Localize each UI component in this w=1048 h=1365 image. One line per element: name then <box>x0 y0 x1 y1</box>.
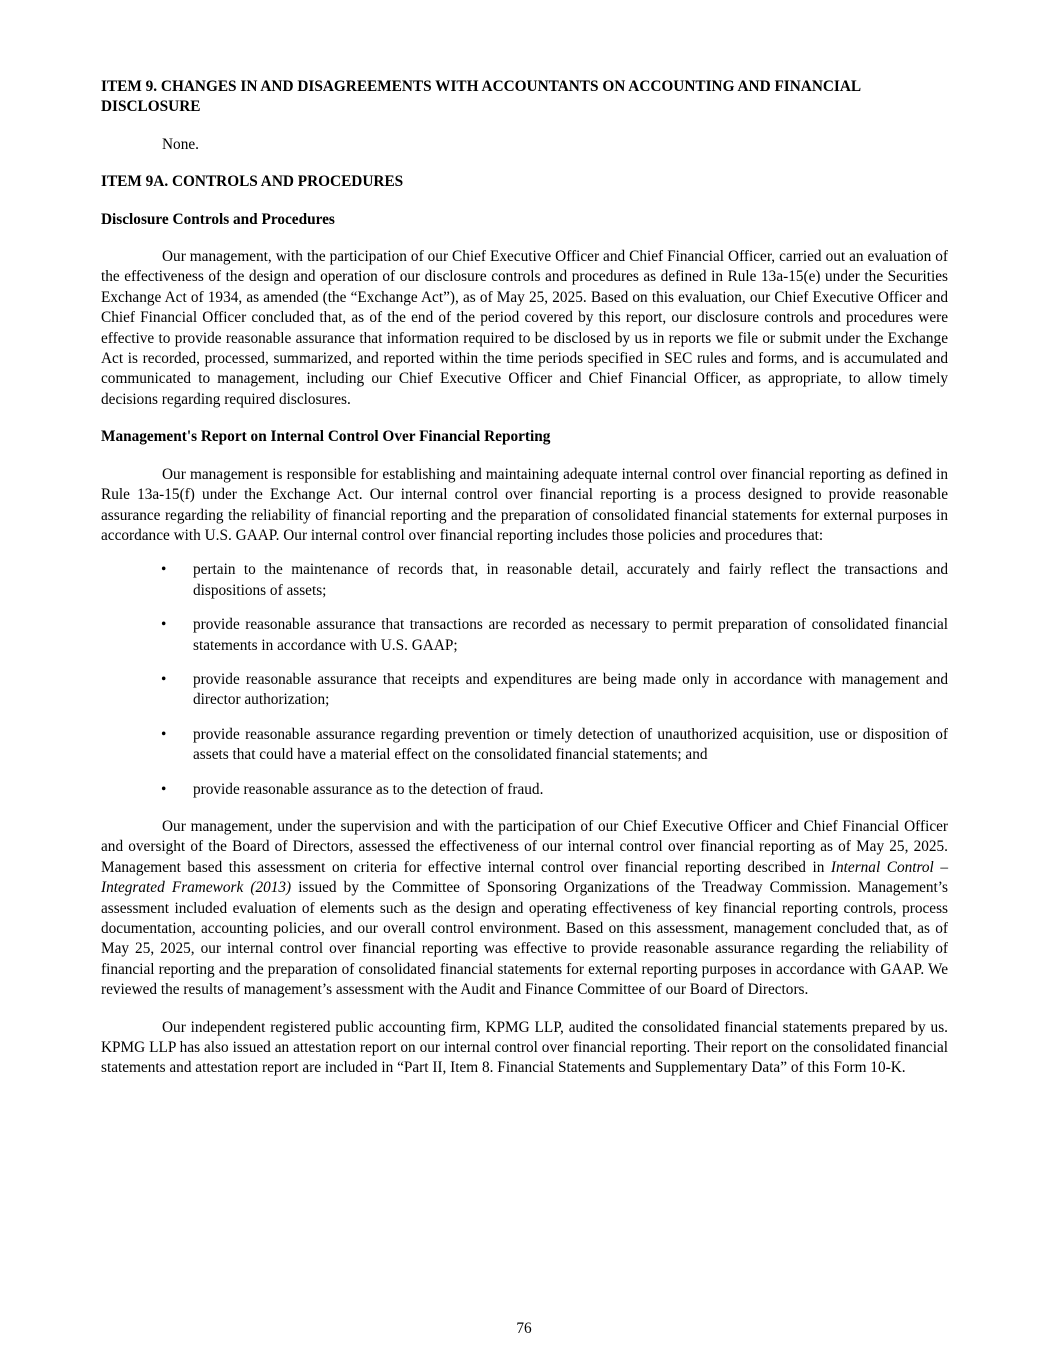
list-item <box>101 615 948 656</box>
icfr-heading: Management's Report on Internal Control Over Financial Reporting <box>101 428 551 446</box>
icfr-assessment-paragraph <box>101 817 948 1001</box>
bullet-icon: • <box>161 561 167 579</box>
bullet-icon: • <box>161 725 167 743</box>
list-item <box>101 670 948 711</box>
page-number: 76 <box>516 1320 532 1337</box>
item9-heading: ITEM 9. CHANGES IN AND DISAGREEMENTS WITH ACCOUNTANTS ON ACCOUNTING AND FINANCIAL DISCLOSURE <box>101 78 861 116</box>
bullet-icon: • <box>161 780 167 798</box>
document-page <box>101 77 948 1079</box>
disclosure-controls-heading: Disclosure Controls and Procedures <box>101 210 335 228</box>
item9a-heading: ITEM 9A. CONTROLS AND PROCEDURES <box>101 173 404 191</box>
bullet-icon: • <box>161 670 167 688</box>
list-item-text: provide reasonable assurance that receipts and expenditures are being made only in accordance with management and director authorization; <box>193 670 948 709</box>
framework-title: Internal Control – Integrated Framework (2013) <box>101 858 948 897</box>
list-item <box>101 780 948 800</box>
bullet-icon: • <box>161 616 167 634</box>
assessment-text-part1: Our management, under the supervision and with the participation of our Chief Executive Officer and Chief Financial Officer and oversight of the Board of Directors, assessed the effectiveness of our internal control over financial reporting as of May 25, 2025. Management based this assessment on criteria for effective internal control over financial reporting described in <box>101 817 948 876</box>
disclosure-controls-paragraph: Our management, with the participation of our Chief Executive Officer and Chief Financial Officer, carried out an evaluation of the effectiveness of the design and operation of our disclosure controls and procedures as defined in Rule 13a-15(e) under the Securities Exchange Act of 1934, as amended (the “Exchange Act”), as of May 25, 2025. Based on this evaluation, our Chief Executive Officer and Chief Financial Officer concluded that, as of the end of the period covered by this report, our disclosure controls and procedures were effective to provide reasonable assurance that information required to be disclosed by us in reports we file or submit under the Exchange Act is recorded, processed, summarized, and reported within the time periods specified in SEC rules and forms, and is accumulated and communicated to management, including our Chief Executive Officer and Chief Financial Officer, as appropriate, to allow timely decisions regarding required disclosures. <box>101 248 948 408</box>
auditor-paragraph: Our independent registered public accounting firm, KPMG LLP, audited the consolidated financial statements prepared by us. KPMG LLP has also issued an attestation report on our internal control over financial reporting. Their report on the consolidated financial statements and attestation report are included in “Part II, Item 8. Financial Statements and Supplementary Data” of this Form 10-K. <box>101 1018 948 1077</box>
list-item <box>101 725 948 766</box>
item9-body: None. <box>162 135 199 153</box>
icfr-bullet-list <box>101 560 948 800</box>
list-item-text: pertain to the maintenance of records that, in reasonable detail, accurately and fairly reflect the transactions and dispositions of assets; <box>193 561 948 599</box>
list-item <box>101 560 948 601</box>
icfr-intro-paragraph: Our management is responsible for establishing and maintaining adequate internal control over financial reporting as defined in Rule 13a-15(f) under the Exchange Act. Our internal control over financial reporting is a process designed to provide reasonable assurance regarding the reliability of financial reporting and the preparation of consolidated financial statements for external purposes in accordance with U.S. GAAP. Our internal control over financial reporting includes those policies and procedures that: <box>101 465 948 544</box>
list-item-text: provide reasonable assurance as to the detection of fraud. <box>193 780 544 798</box>
assessment-text-part2: issued by the Committee of Sponsoring Organizations of the Treadway Commission. Management’s assessment included evaluation of elements such as the design and operating effectiveness of key financial reporting controls, process documentation, accounting policies, and our overall control environment. Based on this assessment, management concluded that, as of May 25, 2025, our internal control over financial reporting was effective to provide reasonable assurance regarding the reliability of financial reporting and the preparation of consolidated financial statements for external reporting purposes in accordance with GAAP. We reviewed the results of management’s assessment with the Audit and Finance Committee of our Board of Directors. <box>101 879 948 999</box>
list-item-text: provide reasonable assurance regarding prevention or timely detection of unauthorized acquisition, use or disposition of assets that could have a material effect on the consolidated financial statements; and <box>193 725 948 764</box>
list-item-text: provide reasonable assurance that transactions are recorded as necessary to permit preparation of consolidated financial statements in accordance with U.S. GAAP; <box>193 616 948 654</box>
